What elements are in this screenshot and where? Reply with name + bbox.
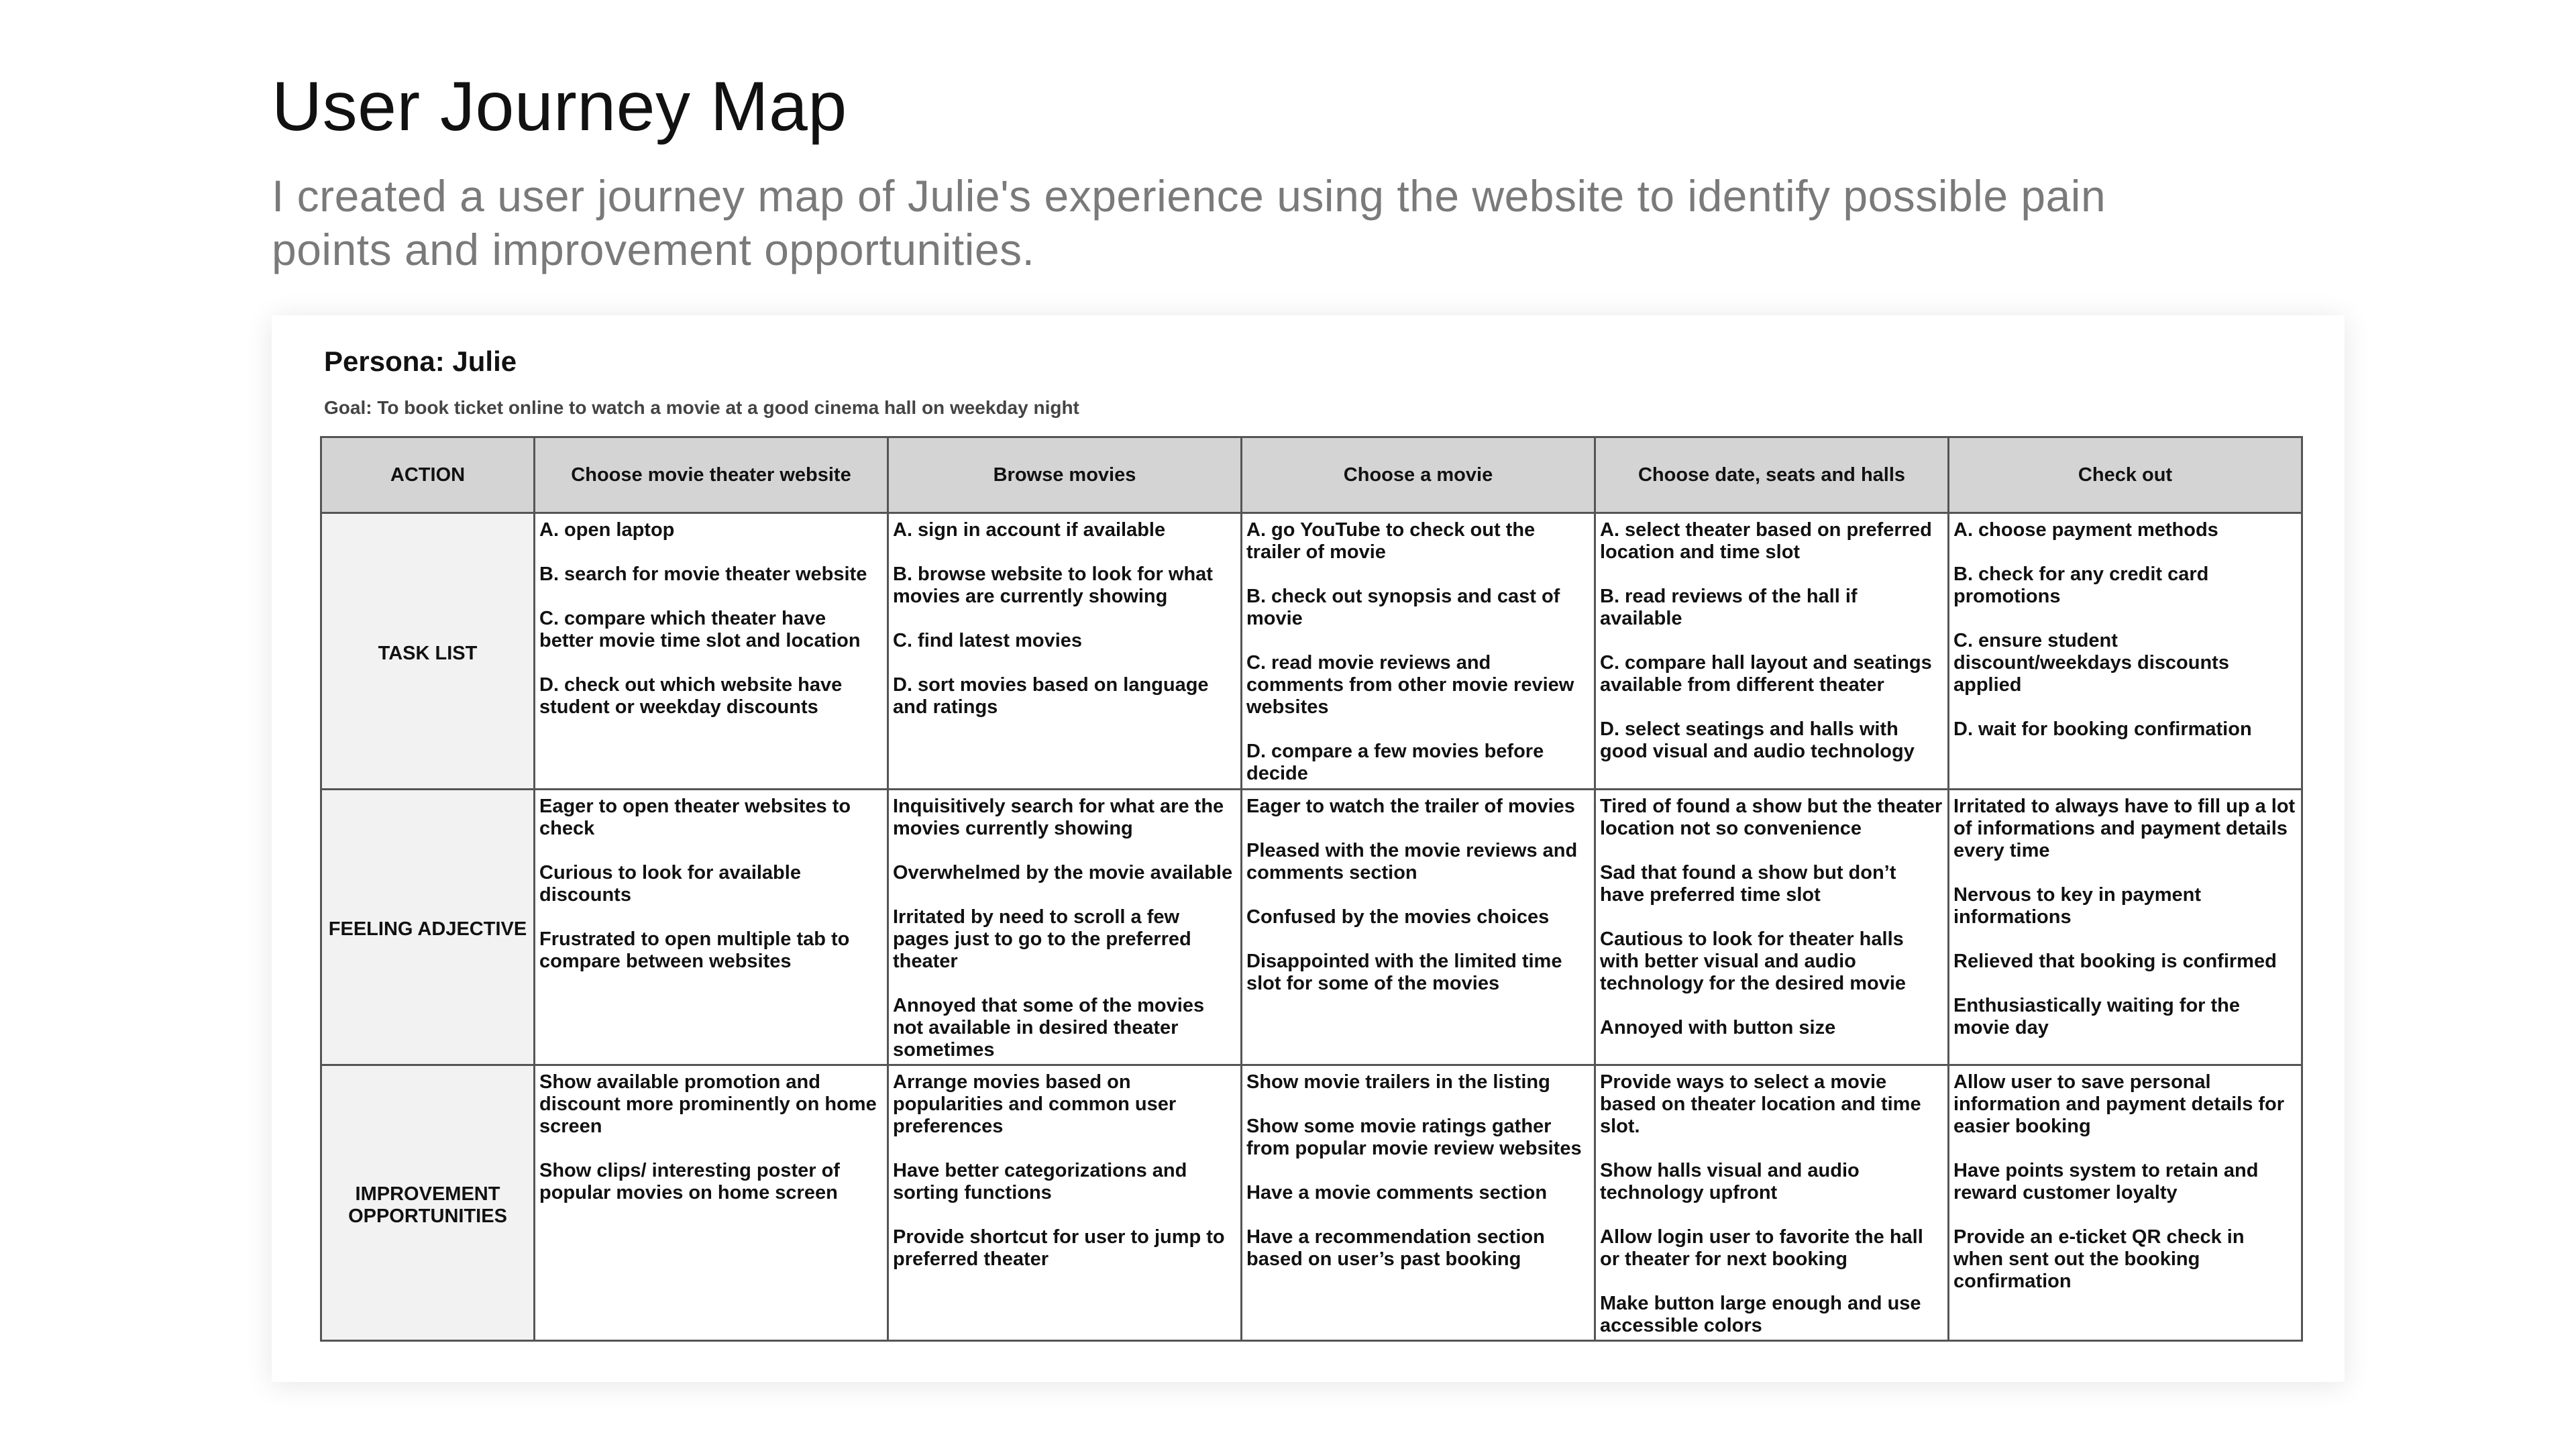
persona-title: Persona: Julie (324, 345, 517, 377)
cell-entry: B. read reviews of the hall if available (1600, 586, 1858, 629)
cell-entry: D. wait for booking confirmation (1953, 718, 2252, 740)
cell-entry: Disappointed with the limited time slot for some of the movies (1246, 950, 1562, 994)
cell-entry: D. compare a few movies before decide (1246, 741, 1544, 784)
table-cell (888, 1065, 1242, 1341)
cell-entry: Provide shortcut for user to jump to preferred theater (893, 1226, 1225, 1271)
cell-entry: D. select seatings and halls with good visual and audio technology (1600, 718, 1915, 762)
table-cell (1595, 513, 1949, 790)
cell-entry: Tired of found a show but the theater location not so convenience (1600, 795, 1943, 839)
cell-entry: Enthusiastically waiting for the movie day (1953, 994, 2241, 1038)
cell-entry: Allow user to save personal information and payment details for easier booking (1953, 1071, 2285, 1138)
cell-entry: Have points system to retain and reward customer loyalty (1953, 1160, 2259, 1204)
cell-entry: C. ensure student discount/weekdays discounts applied (1953, 630, 2229, 696)
cell-entry: Annoyed that some of the movies not available in desired theater sometimes (893, 994, 1205, 1061)
page-title: User Journey Map (272, 68, 847, 146)
cell-entry: Irritated to always have to fill up a lot of informations and payment details every time (1953, 795, 2296, 861)
cell-entry: Irritated by need to scroll a few pages just to go to the preferred theater (893, 906, 1191, 972)
table-cell (535, 1065, 888, 1341)
cell-entry: Arrange movies based on popularities and common user preferences (893, 1071, 1177, 1138)
journey-map-card (272, 315, 2345, 1382)
cell-entry: Inquisitively search for what are the movies currently showing (893, 795, 1224, 839)
header-action: ACTION (321, 437, 535, 513)
cell-entry: A. open laptop (539, 519, 675, 541)
cell-entry: Annoyed with button size (1600, 1016, 1836, 1038)
cell-entry: Show some movie ratings gather from popular movie review websites (1246, 1116, 1582, 1160)
cell-entry: Curious to look for available discounts (539, 861, 801, 906)
cell-entry: Show movie trailers in the listing (1246, 1071, 1550, 1093)
table-header-row (321, 437, 2302, 513)
table-cell (888, 789, 1242, 1065)
row-label: TASK LIST (321, 513, 535, 790)
cell-entry: C. compare which theater have better movie time slot and location (539, 608, 861, 651)
feeling-adjective-row (321, 789, 2302, 1065)
cell-entry: Pleased with the movie reviews and comments section (1246, 839, 1578, 883)
cell-entry: A. choose payment methods (1953, 519, 2218, 541)
table-cell (1595, 1065, 1949, 1341)
cell-entry: Overwhelmed by the movie available (893, 861, 1233, 883)
cell-entry: Show clips/ interesting poster of popular movies on home screen (539, 1160, 840, 1204)
row-label: IMPROVEMENT OPPORTUNITIES (321, 1065, 535, 1341)
cell-entry: B. browse website to look for what movies are currently showing (893, 564, 1213, 607)
cell-entry: Frustrated to open multiple tab to compare between websites (539, 928, 850, 972)
table-cell (1242, 513, 1595, 790)
cell-entry: Have a movie comments section (1246, 1182, 1548, 1204)
cell-entry: Have better categorizations and sorting functions (893, 1160, 1187, 1204)
cell-entry: A. sign in account if available (893, 519, 1166, 541)
cell-entry: Provide ways to select a movie based on theater location and time slot. (1600, 1071, 1921, 1138)
header-stage: Choose movie theater website (535, 437, 888, 513)
cell-entry: Relieved that booking is confirmed (1953, 950, 2277, 972)
page-subtitle: I created a user journey map of Julie's experience using the website to identify possible pain points and improvement opportunities. (272, 171, 2106, 274)
persona-goal: Goal: To book ticket online to watch a movie at a good cinema hall on weekday night (324, 397, 1079, 418)
cell-entry: Provide an e-ticket QR check in when sent out the booking confirmation (1953, 1226, 2245, 1293)
table-cell (1949, 513, 2302, 790)
table-cell (1595, 789, 1949, 1065)
cell-entry: Confused by the movies choices (1246, 906, 1550, 928)
cell-entry: D. sort movies based on language and ratings (893, 674, 1209, 718)
table-cell (888, 513, 1242, 790)
table-cell (1949, 789, 2302, 1065)
table-cell (535, 513, 888, 790)
cell-entry: Have a recommendation section based on user’s past booking (1246, 1226, 1545, 1271)
task-list-row (321, 513, 2302, 790)
cell-entry: A. select theater based on preferred location and time slot (1600, 519, 1932, 563)
header-stage: Choose date, seats and halls (1595, 437, 1949, 513)
cell-entry: B. search for movie theater website (539, 564, 867, 585)
cell-entry: Eager to open theater websites to check (539, 795, 851, 839)
table-cell (1242, 789, 1595, 1065)
cell-entry: Make button large enough and use accessible colors (1600, 1293, 1921, 1337)
cell-entry: Eager to watch the trailer of movies (1246, 795, 1575, 817)
table-cell (1949, 1065, 2302, 1341)
cell-entry: Sad that found a show but don’t have preferred time slot (1600, 861, 1896, 906)
cell-entry: Allow login user to favorite the hall or theater for next booking (1600, 1226, 1923, 1271)
cell-entry: D. check out which website have student or weekday discounts (539, 674, 843, 718)
improvement-opportunities-row (321, 1065, 2302, 1341)
row-label: FEELING ADJECTIVE (321, 789, 535, 1065)
cell-entry: Cautious to look for theater halls with better visual and audio technology for the desired movie (1600, 928, 1907, 994)
cell-entry: Nervous to key in payment informations (1953, 883, 2202, 928)
header-stage: Browse movies (888, 437, 1242, 513)
header-stage: Choose a movie (1242, 437, 1595, 513)
cell-entry: Show available promotion and discount more prominently on home screen (539, 1071, 877, 1138)
cell-entry: C. read movie reviews and comments from other movie review websites (1246, 652, 1574, 718)
cell-entry: Show halls visual and audio technology upfront (1600, 1160, 1860, 1204)
journey-map-table (320, 436, 2303, 1342)
cell-entry: B. check out synopsis and cast of movie (1246, 586, 1560, 629)
cell-entry: A. go YouTube to check out the trailer of movie (1246, 519, 1536, 563)
cell-entry: B. check for any credit card promotions (1953, 564, 2209, 607)
cell-entry: C. compare hall layout and seatings available from different theater (1600, 652, 1932, 696)
table-cell (535, 789, 888, 1065)
cell-entry: C. find latest movies (893, 630, 1083, 651)
header-stage: Check out (1949, 437, 2302, 513)
table-cell (1242, 1065, 1595, 1341)
